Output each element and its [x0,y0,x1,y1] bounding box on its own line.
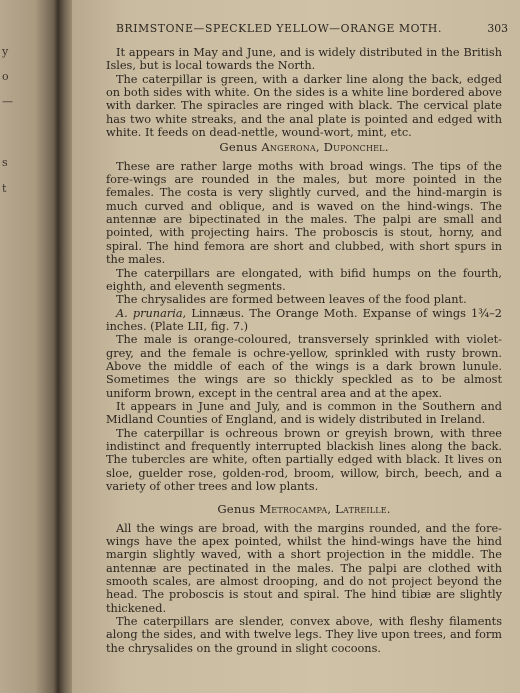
page-header [106,22,508,38]
genus-name: Metrocampa, Latreille. [259,502,391,517]
paragraph: The caterpillar is ochreous brown or greyish brown, with three indistinct and frequently interrupted blackish lines along the back. The tubercles are white, often partially edged with black. It lives on sloe, guelder rose, golden-rod, broom, willow, birch, beech, and a variety of other trees and low plants. [106,426,502,493]
species-entry [106,307,502,334]
genus-label: Genus [217,502,256,517]
left-page-fragment: s [2,156,8,169]
genus-name: Angerona, Duponchel. [261,140,389,155]
section-spacer [106,493,502,501]
paragraph: These are rather large moths with broad wings. The tips of the fore-wings are rounded in the males, but more pointed in the females. The costa is very slightly curved, and the hind-margin is much curved and oblique, and is waved on the hind-wings. The antennæ are bipectinated in the males. The palpi are small and pointed, with projecting hairs. The proboscis is stout, horny, and spiral. The hind femora are short and clubbed, with short spurs in the males. [106,159,502,267]
paragraph: All the wings are broad, with the margins rounded, and the fore-wings have the apex pointed, whilst the hind-wings have the hind margin slightly waved, with a short projection in the middle. The antennæ are pectinated in the males. The palpi are clothed with smooth scales, are almost drooping, and do not project beyond the head. The proboscis is stout and spiral. The hind tibiæ are slightly thickened. [106,521,502,615]
paragraph: The caterpillars are slender, convex above, with fleshy filaments along the sides, and with twelve legs. They live upon trees, and form the chrysalides on the ground in slight cocoons. [106,615,502,655]
paragraph: The caterpillar is green, with a darker line along the back, edged on both sides with white. On the sides is a white line bordered above with darker. The spiracles are ringed with black. The cervical plate has two white streaks, and the anal plate is pointed and edged with white. It feeds on dead-nettle, wound-wort, mint, etc. [106,72,502,140]
genus-heading-angerona [106,141,502,154]
page-number: 303 [487,22,508,35]
paragraph: The chrysalides are formed between leaves of the food plant. [116,293,467,307]
paragraph: The caterpillars are elongated, with bifid humps on the fourth, eighth, and eleventh segments. [106,266,502,293]
left-page-fragment: y [2,45,9,58]
left-page-fragment: t [2,182,7,195]
paragraph: It appears in May and June, and is widely distributed in the British Isles, but is local towards the North. [106,46,502,73]
book-gutter [58,0,72,693]
book-page [72,0,520,693]
genus-label: Genus [219,140,258,155]
left-page-edge [0,0,58,693]
species-description: Linnæus. The Orange Moth. Expanse of wings 1¾–2 inches. (Plate LII, fig. 7.) [106,306,502,333]
paragraph: The male is orange-coloured, transversely sprinkled with violet-grey, and the female is ochre-yellow, sprinkled with rusty brown. Above the middle of each of the wings is a dark brown lunule. Sometimes the wings are so thickly speckled as to be almost uniform brown, except in the central area and at the apex. [106,333,502,400]
left-page-fragment: — [2,95,13,108]
paragraph: It appears in June and July, and is common in the Southern and Midland Counties of England, and is widely distributed in Ireland. [106,399,502,427]
page-content [106,22,508,655]
genus-heading-metrocampa [106,503,502,516]
running-head: BRIMSTONE—SPECKLED YELLOW—ORANGE MOTH. [116,22,442,35]
left-page-fragment: o [2,70,9,83]
species-name: A. prunaria, [116,306,187,320]
